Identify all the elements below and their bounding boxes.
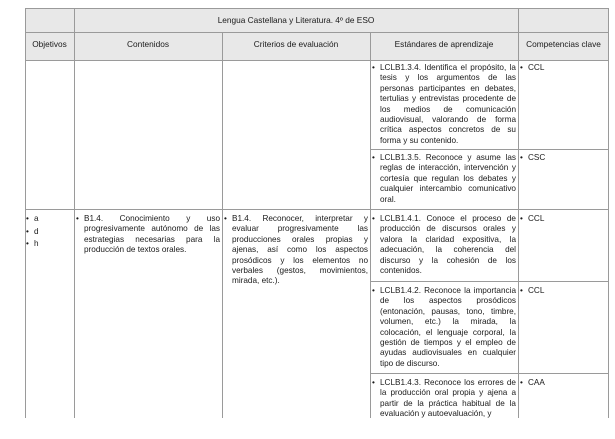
competence-text-0: CCL	[528, 63, 545, 72]
standard-text	[380, 214, 516, 276]
competence-text-3: CCL	[528, 286, 545, 295]
grid-line	[74, 8, 75, 418]
criterion-text-2: • B1.4. Reconocer, interpretar y evaluar progresivamente las producciones orales propias y ajenas, así como los aspectos prosódicos y los elementos no verbales (gestos, movimientos, mirada, etc.).	[232, 214, 368, 286]
grid-line	[25, 32, 609, 33]
competence-text-2: CCL	[528, 214, 545, 223]
competence-badge	[528, 214, 598, 224]
grid-line	[25, 8, 609, 9]
objectives-list	[34, 214, 70, 252]
header-estandares: Estándares de aprendizaje	[394, 39, 494, 49]
curriculum-table	[25, 8, 609, 418]
standard-text-0: • LCLB1.3.4. Identifica el propósito, la tesis y los argumentos de las personas participantes en debates, tertulias y entrevistas procedente de los medios de comunicación audiovisual, valorando de forma crítica aspectos concretos de su forma y su contenido.	[380, 63, 516, 145]
content-text-2: • B1.4. Conocimiento y uso progresivamente autónomo de las estrategias necesarias para la producción de textos orales.	[84, 214, 220, 255]
grid-line	[370, 149, 609, 150]
header-objetivos: Objetivos	[32, 39, 67, 49]
grid-line	[608, 8, 609, 418]
grid-line	[370, 373, 609, 374]
standard-text-2: • LCLB1.4.1. Conoce el proceso de producción de discursos orales y valora la claridad expositiva, la adecuación, la coherencia del discurso y la cohesión de los contenidos.	[380, 214, 516, 276]
criterion-text	[232, 214, 368, 287]
grid-line	[25, 209, 609, 210]
competence-badge	[528, 286, 598, 296]
grid-line	[370, 32, 371, 418]
grid-line	[25, 60, 609, 61]
objective-item: • a	[34, 214, 70, 227]
competence-badge	[528, 378, 598, 388]
objective-item: • h	[34, 239, 70, 252]
header-criterios: Criterios de evaluación	[253, 39, 339, 49]
objective-item: • d	[34, 227, 70, 240]
header-competencias: Competencias clave	[526, 39, 601, 49]
competence-badge	[528, 153, 598, 163]
grid-line	[222, 32, 223, 418]
standard-text	[380, 153, 516, 205]
grid-line	[370, 281, 609, 282]
competence-badge	[528, 63, 598, 73]
competence-text-4: CAA	[528, 378, 545, 387]
grid-line	[25, 8, 26, 418]
standard-text-4: • LCLB1.4.3. Reconoce los errores de la producción oral propia y ajena a partir de la práctica habitual de la evaluación y autoevaluación, y	[380, 378, 516, 419]
grid-line	[518, 8, 519, 418]
standard-text	[380, 63, 516, 146]
standard-text	[380, 286, 516, 369]
table-title: Lengua Castellana y Literatura. 4º de ESO	[217, 15, 375, 25]
competence-text-1: CSC	[528, 153, 546, 162]
header-contenidos: Contenidos	[127, 39, 169, 49]
standard-text-1: • LCLB1.3.5. Reconoce y asume las reglas de interacción, intervención y cortesía que regulan los debates y cualquier intercambio comunicativo oral.	[380, 153, 516, 204]
standard-text	[380, 378, 516, 420]
standard-text-3: • LCLB1.4.2. Reconoce la importancia de los aspectos prosódicos (entonación, pausas, tono, timbre, volumen, etc.) la mirada, la colocación, el lenguaje corporal, la gestión de tiempos y el empleo de ayudas audiovisuales en cualquier tipo de discurso.	[380, 286, 516, 368]
content-text	[84, 214, 220, 256]
